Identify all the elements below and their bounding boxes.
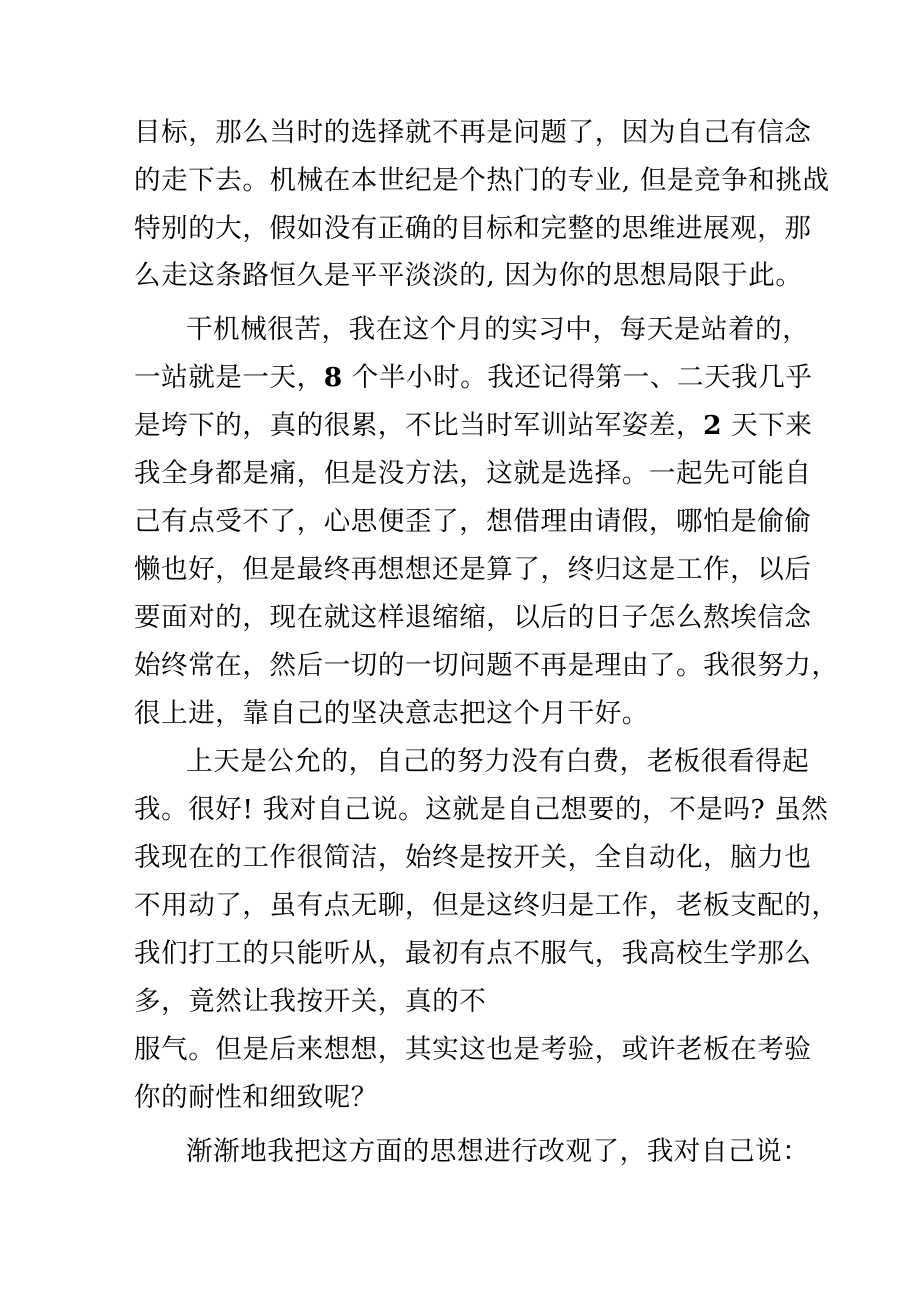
text-line: 的走下去。机械在本世纪是个热门的专业, 但是竞争和挑战 [134,165,830,196]
paragraph-start-line: 上天是公允的，自己的努力没有白费，老板很看得起 [186,746,810,777]
paragraph-start-line: 干机械很苦，我在这个月的实习中，每天是站着的， [186,314,810,345]
text-line: 你的耐性和细致呢？ [134,1082,378,1113]
text-line: 很上进，靠自己的坚决意志把这个月干好。 [134,698,649,729]
text-line: 我全身都是痛，但是没方法，这就是选择。一起先可能自 [134,458,812,489]
text-line: 是垮下的，真的很累，不比当时军训站军姿差，2 天下来 [134,410,813,441]
text-line: 懒也好，但是最终再想想还是算了，终归这是工作，以后 [134,554,812,585]
text-line: 目标，那么当时的选择就不再是问题了，因为自己有信念 [134,117,812,148]
text-line: 我们打工的只能听从，最初有点不服气，我高校生学那么 [134,938,812,969]
text-line: 不用动了，虽有点无聊，但是这终归是工作，老板支配的， [134,890,839,921]
text-line: 么走这条路恒久是平平淡淡的, 因为你的思想局限于此。 [134,260,803,291]
text-line: 始终常在，然后一切的一切问题不再是理由了。我很努力， [134,650,839,681]
text-line: 服气。但是后来想想，其实这也是考验，或许老板在考验 [134,1034,812,1065]
text-line: 特别的大，假如没有正确的目标和完整的思维进展观，那 [134,213,812,244]
text-line: 己有点受不了，心思便歪了，想借理由请假，哪怕是偷偷 [134,506,812,537]
text-line: 要面对的，现在就这样退缩缩，以后的日子怎么熬埃信念 [134,602,812,633]
text-line: 多，竟然让我按开关，真的不 [134,986,487,1017]
text-line: 我现在的工作很简洁，始终是按开关，全自动化，脑力也 [134,842,812,873]
text-line: 一站就是一天，8 个半小时。我还记得第一、二天我几乎 [134,362,813,393]
text-line: 我。很好! 我对自己说。这就是自己想要的，不是吗? 虽然 [134,794,829,825]
paragraph-start-line: 渐渐地我把这方面的思想进行改观了，我对自己说： [186,1136,810,1167]
